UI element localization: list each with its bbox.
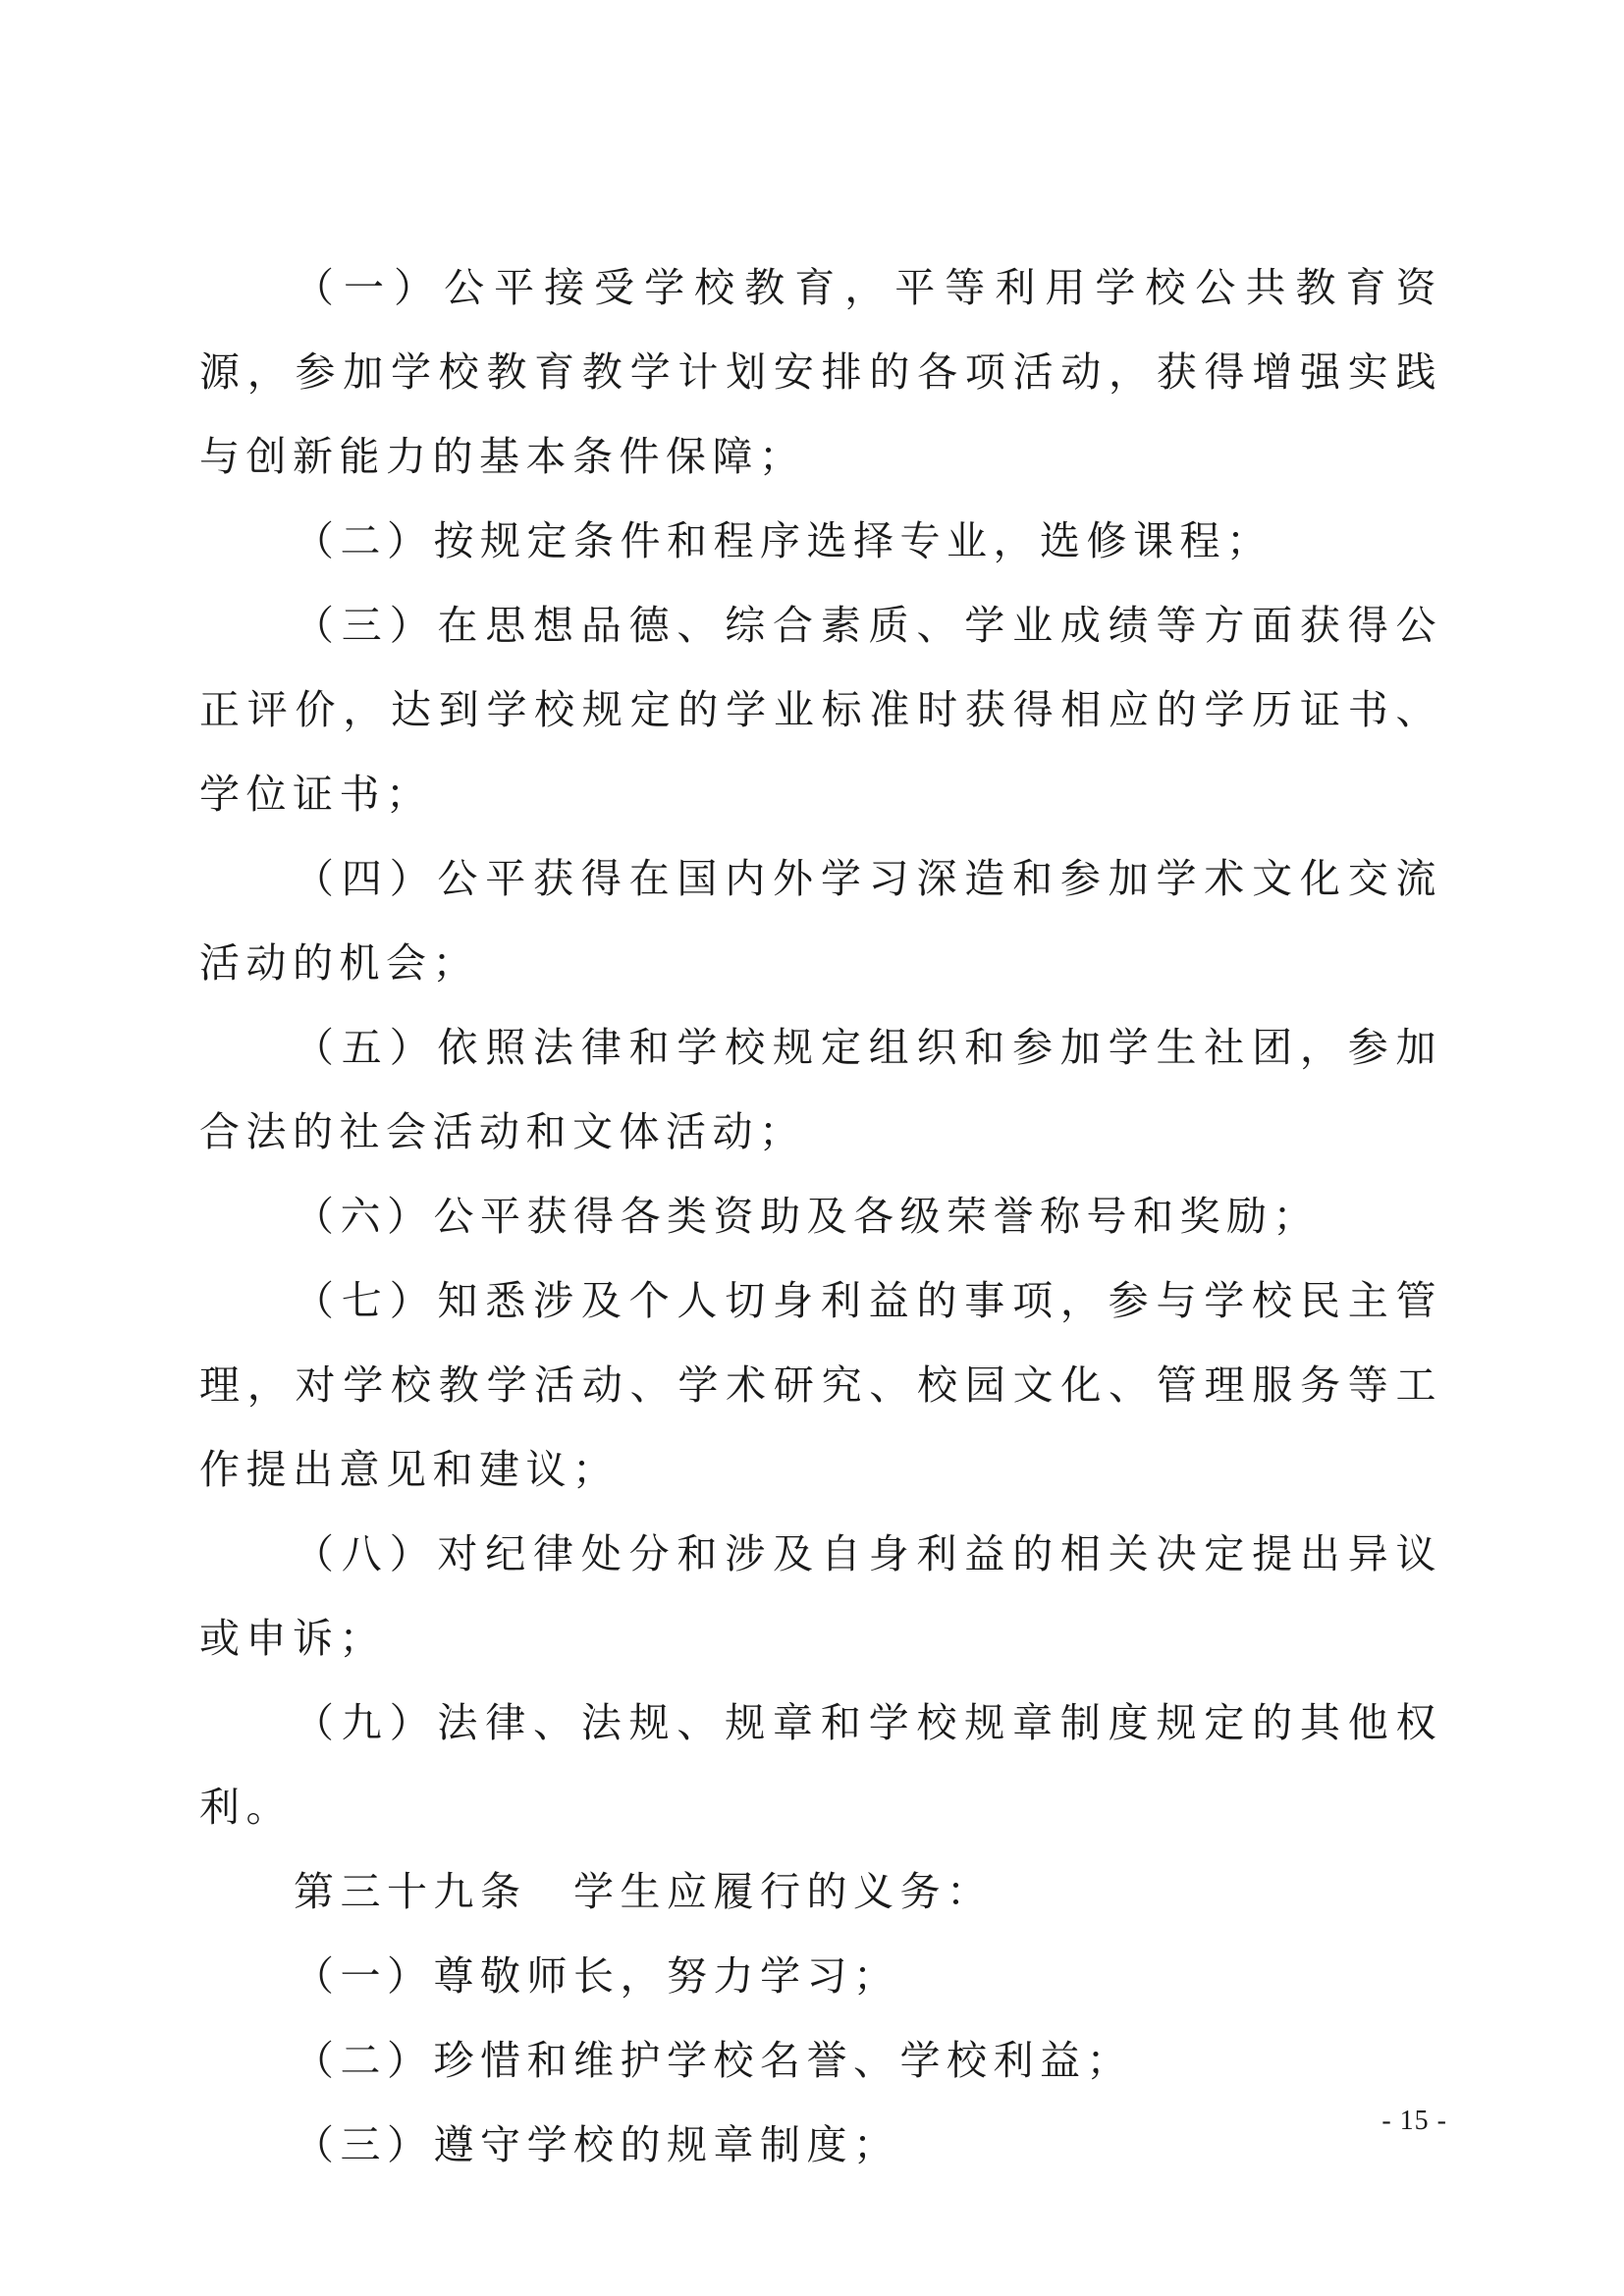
paragraph-right-7: （七）知悉涉及个人切身利益的事项，参与学校民主管理，对学校教学活动、学术研究、校园文化、管理服务等工作提出意见和建议；: [199, 1277, 1442, 1493]
article-39-heading: 第三十九条 学生应履行的义务：: [294, 1868, 994, 1915]
paragraph-duty-1: （一）尊敬师长，努力学习；: [294, 1952, 900, 2000]
paragraph-right-9: （九）法律、法规、规章和学校规章制度规定的其他权利。: [199, 1699, 1442, 1831]
paragraph-right-8: （八）对纪律处分和涉及自身利益的相关决定提出异议或申诉；: [199, 1530, 1442, 1662]
paragraph-right-4: （四）公平获得在国内外学习深造和参加学术文化交流活动的机会；: [199, 855, 1442, 987]
paragraph-right-6: （六）公平获得各类资助及各级荣誉称号和奖励；: [294, 1193, 1320, 1240]
paragraph-duty-3: （三）遵守学校的规章制度；: [294, 2121, 900, 2168]
paragraph-right-5: （五）依照法律和学校规定组织和参加学生社团，参加合法的社会活动和文体活动；: [199, 1024, 1442, 1155]
paragraph-right-2: （二）按规定条件和程序选择专业，选修课程；: [294, 517, 1273, 564]
paragraph-right-1: （一）公平接受学校教育，平等利用学校公共教育资源，参加学校教育教学计划安排的各项活动，获得增强实践与创新能力的基本条件保障；: [199, 264, 1442, 480]
paragraph-right-3: （三）在思想品德、综合素质、学业成绩等方面获得公正评价，达到学校规定的学业标准时获得相应的学历证书、学位证书；: [199, 602, 1442, 818]
paragraph-duty-2: （二）珍惜和维护学校名誉、学校利益；: [294, 2037, 1133, 2084]
page-number: - 15 -: [1381, 2106, 1447, 2136]
page-body: [199, 245, 1442, 2187]
